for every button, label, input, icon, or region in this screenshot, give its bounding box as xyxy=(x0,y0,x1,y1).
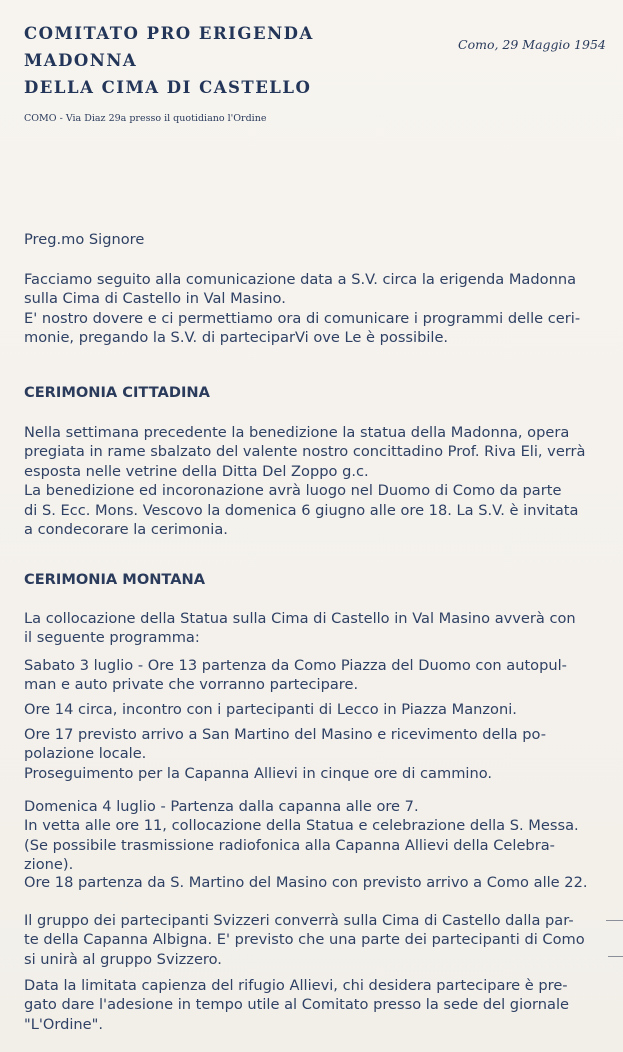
montana-paragraph-3 xyxy=(24,700,614,719)
letterhead xyxy=(24,20,314,101)
text-line: pregiata in rame sbalzato del valente nostro concittadino Prof. Riva Eli, verrà xyxy=(24,443,586,461)
text-line: La collocazione della Statua sulla Cima di Castello in Val Masino avverà con xyxy=(24,610,576,627)
paper-edge-mark xyxy=(606,920,623,921)
letterhead-line-3: DELLA CIMA DI CASTELLO xyxy=(24,78,312,97)
montana-paragraph-1 xyxy=(24,609,614,648)
text-line: Domenica 4 luglio - Partenza dalla capanna alle ore 7. xyxy=(24,798,419,815)
intro-paragraph xyxy=(24,270,614,348)
text-line: il seguente programma: xyxy=(24,629,200,647)
text-line: si unirà al gruppo Svizzero. xyxy=(24,950,222,968)
text-line: gato dare l'adesione in tempo utile al Comitato presso la sede del giornale xyxy=(24,996,570,1014)
section-heading-cittadina: CERIMONIA CITTADINA xyxy=(24,384,210,401)
salutation xyxy=(24,230,614,249)
text-line: Ore 17 previsto arrivo a San Martino del Masino e ricevimento della po- xyxy=(24,726,546,743)
paper-edge-mark xyxy=(608,956,623,957)
text-line: zione). xyxy=(24,856,74,874)
text-line: Ore 18 partenza da S. Martino del Masino con previsto arrivo a Como alle 22. xyxy=(24,874,588,891)
text-line: te della Capanna Albigna. E' previsto che una parte dei partecipanti di Como xyxy=(24,931,585,949)
letterhead-line-1: COMITATO PRO ERIGENDA xyxy=(24,24,314,43)
montana-paragraph-7 xyxy=(24,911,614,969)
montana-paragraph-8 xyxy=(24,976,614,1034)
text-line: man e auto private che vorranno partecipare. xyxy=(24,676,359,694)
text-line: a condecorare la cerimonia. xyxy=(24,521,228,539)
text-line: esposta nelle vetrine della Ditta Del Zoppo g.c. xyxy=(24,462,369,480)
montana-paragraph-4 xyxy=(24,725,614,783)
letterhead-line-2: MADONNA xyxy=(24,51,138,70)
text-line: In vetta alle ore 11, collocazione della Statua e celebrazione della S. Messa. xyxy=(24,817,579,835)
text-line: Il gruppo dei partecipanti Svizzeri converrà sulla Cima di Castello dalla par- xyxy=(24,912,574,929)
text-line: Sabato 3 luglio - Ore 13 partenza da Como Piazza del Duomo con autopul- xyxy=(24,657,567,674)
text-line: monie, pregando la S.V. di parteciparVi ove Le è possibile. xyxy=(24,329,449,347)
section-heading-montana: CERIMONIA MONTANA xyxy=(24,571,206,588)
text-line: Facciamo seguito alla comunicazione data a S.V. circa la erigenda Madonna xyxy=(24,271,577,288)
text-line: Proseguimento per la Capanna Allievi in cinque ore di cammino. xyxy=(24,764,493,782)
text-line: La benedizione ed incoronazione avrà luogo nel Duomo di Como da parte xyxy=(24,482,562,500)
letter-date: Como, 29 Maggio 1954 xyxy=(458,37,606,52)
text-line: polazione locale. xyxy=(24,745,147,763)
text-line: sulla Cima di Castello in Val Masino. xyxy=(24,290,286,308)
text-line: di S. Ecc. Mons. Vescovo la domenica 6 giugno alle ore 18. La S.V. è invitata xyxy=(24,501,579,519)
text-line: Data la limitata capienza del rifugio Allievi, chi desidera partecipare è pre- xyxy=(24,977,568,994)
text-line: Ore 14 circa, incontro con i partecipanti di Lecco in Piazza Manzoni. xyxy=(24,701,517,718)
salutation-text: Preg.mo Signore xyxy=(24,231,145,248)
montana-paragraph-6 xyxy=(24,873,614,892)
montana-paragraph-5 xyxy=(24,797,614,875)
montana-paragraph-2 xyxy=(24,656,614,695)
text-line: (Se possibile trasmissione radiofonica alla Capanna Allievi della Celebra- xyxy=(24,836,555,854)
letterhead-address: COMO - Via Diaz 29a presso il quotidiano l'Ordine xyxy=(24,113,267,124)
text-line: E' nostro dovere e ci permettiamo ora di comunicare i programmi delle ceri- xyxy=(24,309,581,327)
text-line: Nella settimana precedente la benedizione la statua della Madonna, opera xyxy=(24,424,570,441)
cittadina-paragraph xyxy=(24,423,614,539)
text-line: "L'Ordine". xyxy=(24,1015,103,1033)
